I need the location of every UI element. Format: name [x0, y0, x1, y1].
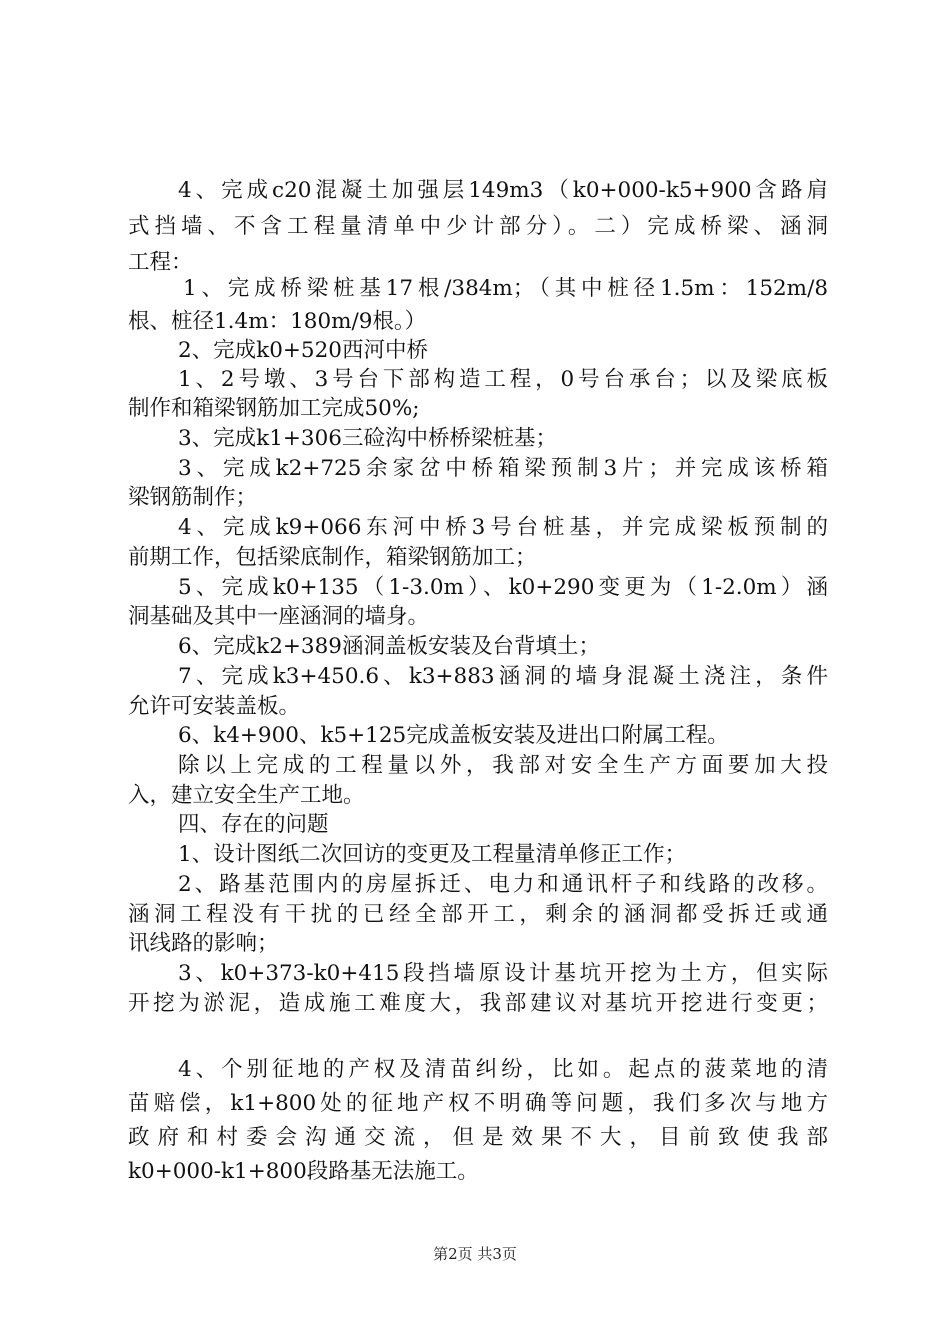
- paragraph-line: 4、个别征地的产权及清苗纠纷，比如。起点的菠菜地的清: [178, 1057, 828, 1082]
- paragraph-line: 讯线路的影响；: [128, 931, 279, 956]
- paragraph-line: 3、完成k2+725余家岔中桥箱梁预制3片；并完成该桥箱: [178, 456, 828, 481]
- paragraph-line: 5、完成k0+135（1-3.0m）、k0+290变更为（1-2.0m）涵: [178, 575, 828, 600]
- paragraph-line: 涵洞工程没有干扰的已经全部开工，剩余的涵洞都受拆迁或通: [128, 902, 828, 927]
- paragraph-line: 6、k4+900、k5+125完成盖板安装及进出口附属工程。: [178, 723, 729, 748]
- paragraph-line: 6、完成k2+389涵洞盖板安装及台背填土；: [178, 634, 600, 659]
- paragraph-line: 苗赔偿，k1+800处的征地产权不明确等问题，我们多次与地方: [128, 1091, 828, 1116]
- paragraph-line: 除以上完成的工程量以外，我部对安全生产方面要加大投: [178, 753, 828, 778]
- paragraph-line: 前期工作，包括梁底制作，箱梁钢筋加工；: [128, 545, 537, 570]
- paragraph-line: 2、完成k0+520西河中桥: [178, 338, 428, 363]
- paragraph-line: 式挡墙、不含工程量清单中少计部分）。二）完成桥梁、涵洞: [128, 214, 828, 239]
- paragraph-line: 制作和箱梁钢筋加工完成50%;: [128, 396, 420, 421]
- paragraph-line: 允许可安装盖板。: [128, 694, 301, 719]
- paragraph-line: 3、k0+373-k0+415段挡墙原设计基坑开挖为土方，但实际: [178, 961, 828, 986]
- paragraph-line: 7、完成k3+450.6、k3+883涵洞的墙身混凝土浇注，条件: [178, 664, 828, 689]
- paragraph-line: k0+000-k1+800段路基无法施工。: [128, 1159, 479, 1184]
- paragraph-line: 入，建立安全生产工地。: [128, 783, 365, 808]
- paragraph-line: 1、2号墩、3号台下部构造工程，0号台承台；以及梁底板: [178, 367, 828, 392]
- section-heading: 四、存在的问题: [178, 812, 329, 837]
- paragraph-line: 梁钢筋制作；: [128, 485, 258, 510]
- paragraph-line: 开挖为淤泥，造成施工难度大，我部建议对基坑开挖进行变更；: [128, 991, 828, 1016]
- page-number-footer: 第2页 共3页: [433, 1245, 517, 1263]
- paragraph-line: 2、路基范围内的房屋拆迁、电力和通讯杆子和线路的改移。: [178, 872, 828, 897]
- paragraph-line: 工程：: [128, 250, 193, 275]
- paragraph-line: 1、完成桥梁桩基17根/384m；（其中桩径1.5m：152m/8: [183, 276, 828, 301]
- paragraph-line: 1、设计图纸二次回访的变更及工程量清单修正工作；: [178, 842, 687, 867]
- paragraph-line: 4、完成c20混凝土加强层149m3（k0+000-k5+900含路肩: [178, 178, 828, 203]
- paragraph-line: 3、完成k1+306三硷沟中桥桥梁桩基；: [178, 426, 557, 451]
- paragraph-line: 4、完成k9+066东河中桥3号台桩基，并完成梁板预制的: [178, 515, 828, 540]
- paragraph-line: 洞基础及其中一座涵洞的墙身。: [128, 604, 430, 629]
- paragraph-line: 根、桩径1.4m：180m/9根。）: [128, 309, 427, 334]
- paragraph-line: 政府和村委会沟通交流，但是效果不大，目前致使我部: [128, 1125, 828, 1150]
